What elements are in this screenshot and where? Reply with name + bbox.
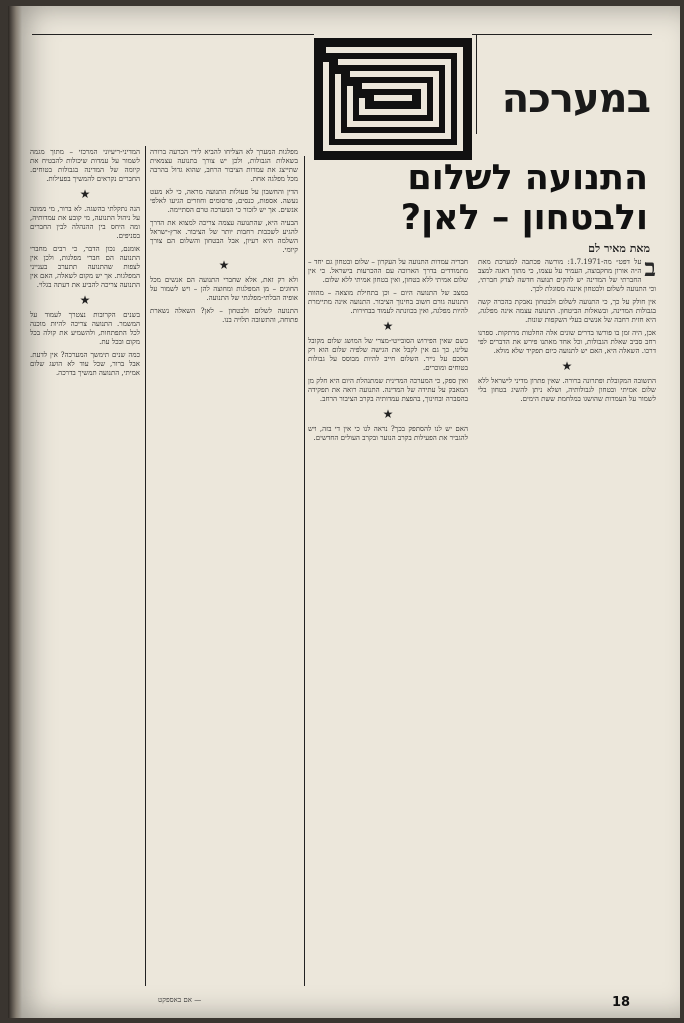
col3-paragraph-2: הדין והחשבון על פעולות התנועה מראה, כי לא מעט נעשה. אספות, כנסים, פרסומים וחוזרים הגיעו לאלפי אנשים. אך יש לזכור כי המערכה טרם הסתיימה. — [150, 188, 298, 214]
col1-paragraph-2: אין חולק על כך, כי התנועה לשלום ולבטחון נאבקת בהכרה קשה בגבולות המדינה, ובשאלות הביטחון. התנועה עצמה אינה מפלגה, היא חזית רחבה של אנשים בעלי השקפות שונות. — [478, 298, 656, 324]
col3-paragraph-5: התנועה לשלום ולבטחון – לאן? השאלה נשארת פתוחה, והתשובה תלויה בנו. — [150, 307, 298, 324]
drop-cap: ב — [644, 258, 656, 282]
top-rule-right — [472, 34, 652, 35]
top-rule — [32, 34, 314, 35]
col1-paragraph-3: אכן, היה זמן בו פורשו בדרים שונים אלה החלטות מרתקות. ספרנו רחב סביב שאלת הגבולות, וכל אחד מאתנו פירש את הדברים לפי דרכו. השאלה היא, האם יש לתנועה כיום תפקיד שלא מולא. — [478, 329, 656, 355]
square-spiral-logo — [314, 38, 472, 160]
footnote: — אם באספקט — [158, 996, 202, 1004]
col1-intro-text: על דפט״ מה-1.7.1971: מורשה פכתבה למערכת מאת ה״ה אורון מחקבוצה, העמיד על עצמו, כי מתוך דאגה למצב החברתי של המדינה יש להקים תנועה חדשה לצדק חברתי, וכי התנועה לשלום ולבטחון איננה מסוגלת לכך. — [478, 258, 656, 293]
column-divider — [145, 146, 146, 986]
col2-paragraph-5: האם יש לנו להסתפק בכך? נראה לנו כי אין די בזה, ויש להגביר את הפעילות בקרב הנוער ובקרב העולים החדשים. — [308, 425, 468, 442]
star-separator: ★ — [79, 187, 91, 201]
col1-intro — [478, 258, 656, 294]
column-3 — [150, 148, 298, 980]
col2-paragraph-2: במצב של התנועה היום – וכן בתחילת מוצאה – מהווה התנועה גורם חשוב בחינוך הציבור. התנועה אינה מתיימרת להיות מפלגה, ואין בכוונתה לעמוד בבחירות. — [308, 289, 468, 315]
book-spine-shadow — [8, 6, 22, 1018]
article-headline — [308, 158, 648, 238]
col4-paragraph-2: הנה נתקלתי בהשגה. לא ברור, מי ממונה על ניהול התנועה, מי קובע את עמדותיה, ומה היחס בין ההנהלה לבין החברים בסניפים. — [30, 205, 140, 240]
col4-paragraph-5: כמה שנים תימשך המערכה? אין לדעת. אבל ברור, שכל עוד לא הושג שלום אמיתי, התנועה תמשיך בדרכה. — [30, 351, 140, 377]
star-separator: ★ — [79, 293, 91, 307]
headline-line-1: התנועה לשלום — [407, 158, 648, 198]
movement-logo — [314, 38, 472, 160]
col3-paragraph-3: הבעיה היא, שהתנועה עצמה צריכה למצוא את הדרך להגיע לשכבות רחבות יותר של הציבור. ארץ-ישראל השלמה היא רעיון, אבל הבטחון והשלום הם צורך קיומי. — [150, 219, 298, 254]
col2-paragraph-3: כשם שאין הפירוש הסובייטי-מצרי של המושג שלום מקובל עלינו, כך גם אין לקבל את הגישה שלפיה שלום הוא רק הסכם על נייר. השלום חייב להיות מבוסס על גבולות בטוחים ומוכרים. — [308, 337, 468, 372]
col4-paragraph-4: בשנים הקרובות נצטרך לעמוד על המשמר. התנועה צריכה להיות מוכנה לכל התפתחות, ולהשמיע את קולה בכל מקום ובכל עת. — [30, 311, 140, 346]
col2-paragraph-4: ואין ספק, כי המערכה המדינית שמתנהלת היום היא חלק מן המאבק על עתידה של המדינה. התנועה רואה את תפקידה בהסברה ובחינוך, בהפצת עמדותיה בקרב הציבור הרחב. — [308, 377, 468, 403]
column-4 — [30, 148, 140, 980]
col3-paragraph-4: ולא רק זאת, אלא שחברי התנועה הם אנשים מכל החוגים – מן המפלגות ומחוצה להן – ויש לשמור על אופיה הבלתי-מפלגתי של התנועה. — [150, 276, 298, 302]
col2-paragraph-1: חבריה עמדות התנועה על העקרון – שלום ובטחון גם יחד – מתמודדים בדרך הארוכה עם ההכרעות בישראל. כי אין שלום אמיתי ללא בטחון, ואין בטחון אמיתי ללא שלום. — [308, 258, 468, 284]
star-separator: ★ — [218, 258, 230, 272]
column-1 — [478, 258, 656, 980]
column-2 — [308, 258, 468, 980]
byline: מאת מאיר לם — [588, 242, 650, 255]
star-separator: ★ — [561, 359, 573, 373]
star-separator: ★ — [382, 407, 394, 421]
magazine-page — [8, 6, 680, 1018]
page-number: 18 — [612, 995, 631, 1010]
column-divider — [304, 156, 305, 986]
section-title: במערכה — [501, 76, 650, 122]
col1-paragraph-4: התשובה המקובלת ופתרונה ברורה. שאין פתרון מדיני לישראל ללא שלום אמיתי ובטחון לגבולותיה, ושלא ניתן להשיג בטחון בלי לשמור על העמדות שהושגו במלחמת ששת הימים. — [478, 377, 656, 403]
col3-paragraph-1: מפלגות המערך לא הצליחו להביא לידי הכרעה ברורה בשאלות הגבולות, ולכן יש צורך בתנועה עצמאית שתייצג את עמדות הציבור הרחב, שהוא גדול בהרבה מכל מפלגה אחת. — [150, 148, 298, 183]
headline-line-2: ולבטחון – לאן? — [400, 198, 648, 238]
col4-paragraph-3: אומנם, נכון הדבר, כי רבים מחברי התנועה הם חברי מפלגות, ולכן אין לצפות שהתנועה תתערב בענייני המפלגות. אך יש מקום לשאלה, האם אין התנועה צריכה להביע את דעתה בגלוי. — [30, 245, 140, 289]
section-divider — [476, 34, 477, 134]
col4-paragraph-1: המדיני-ריעיוני המרכזי – מתוך מגמה לשמור על עמדות שיכולות להבטיח את קיומה של המדינה בגבולות בטוחים. החברים נקראים להמשיך בפעילות. — [30, 148, 140, 183]
star-separator: ★ — [382, 319, 394, 333]
